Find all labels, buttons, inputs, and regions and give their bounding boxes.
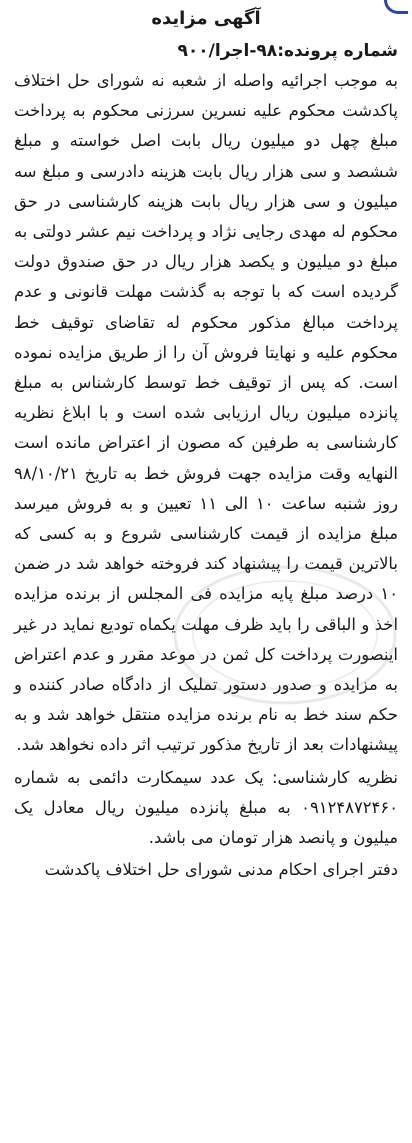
- issuing-office: دفتر اجرای احکام مدنی شورای حل اختلاف پاکدشت: [44, 860, 398, 880]
- expert-opinion: نظریه کارشناسی: یک عدد سیمکارت دائمی به شماره ۰۹۱۲۴۸۷۲۴۶۰ به مبلغ پانزده میلیون ریال معادل یک میلیون و پانصد هزار تومان می باشد.: [14, 767, 398, 848]
- notice-title: آگهی مزایده: [151, 8, 261, 29]
- notice-body: به موجب اجرائیه واصله از شعبه نه شورای حل اختلاف پاکدشت محکوم علیه نسرین سرزنی محکوم به پرداخت مبلغ چهل دو میلیون ریال بابت اصل خواسته و مبلغ ششصد و سی هزار ریال بابت هزینه دادرسی و مبلغ سه میلیون و سی هزار ریال بابت هزینه کارشناسی در حق محکوم له مهدی رجایی نژاد و پرداخت نیم عشر دولتی به مبلغ دو میلیون و یکصد هزار ریال در حق صندوق دولت گردیده است که با توجه به گذشت مهلت قانونی و عدم پرداخت مبالغ مذکور محکوم له تقاضای توقیف خط محکوم علیه و نهایتا فروش آن را از طریق مزایده نموده است. که پس از توقیف خط توسط کارشناس به مبلغ پانزده میلیون ریال ارزیابی شده است و با ابلاغ نظریه کارشناسی به طرفین که مصون از اعتراض مانده است النهایه وقت مزایده جهت فروش خط به تاریخ ۹۸/۱۰/۲۱ روز شنبه ساعت ۱۰ الی ۱۱ تعیین و به فروش میرسد مبلغ مزایده از قیمت کارشناسی شروع و به کسی که بالاترین قیمت را پیشنهاد کند فروخته خواهد شد در ضمن ۱۰ درصد مبلغ پایه مزایده فی المجلس از برنده مزایده اخذ و الباقی را باید ظرف مهلت یکماه تودیع نماید در غیر اینصورت پرداخت کل ثمن در موعد مقرر و عدم اعتراض به مزایده و صدور دستور تملیک از دادگاه صادر کننده و حکم سند خط به نام برنده مزایده منتقل خواهد شد و به پیشنهادات بعد از تاریخ مذکور ترتیب اثر داده نخواهد شد.: [14, 71, 398, 755]
- case-number: شماره پرونده:۹۸-اجرا/۹۰۰: [177, 41, 398, 61]
